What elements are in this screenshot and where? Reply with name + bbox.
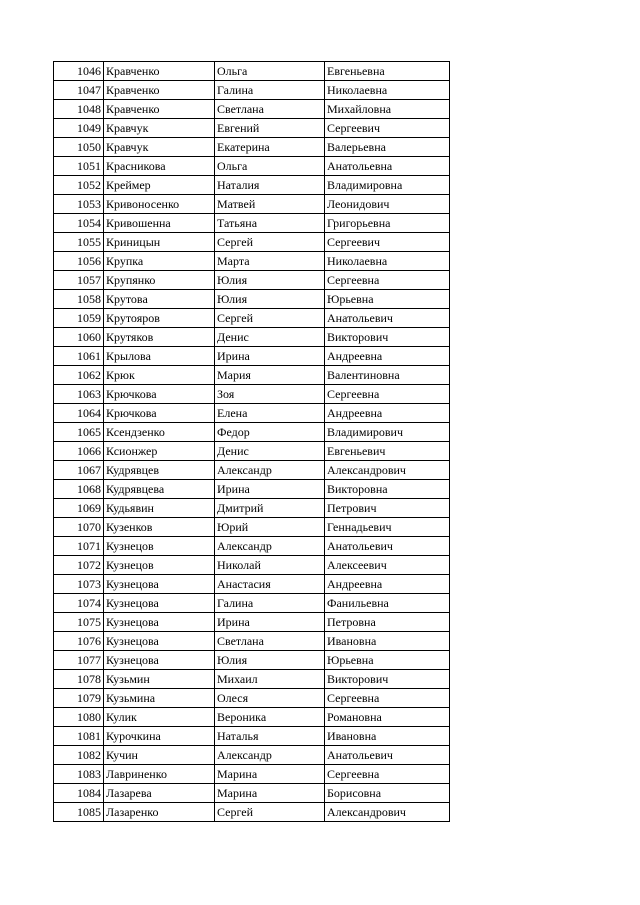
row-number-cell: 1083 — [54, 765, 104, 784]
row-number-cell: 1084 — [54, 784, 104, 803]
row-number-cell: 1077 — [54, 651, 104, 670]
roster-table-body — [54, 62, 450, 822]
table-row — [54, 347, 450, 366]
patronymic-cell: Валентиновна — [325, 366, 450, 385]
patronymic-cell: Сергеевна — [325, 385, 450, 404]
row-number-cell: 1052 — [54, 176, 104, 195]
table-row — [54, 746, 450, 765]
first-name-cell: Зоя — [215, 385, 325, 404]
row-number-cell: 1072 — [54, 556, 104, 575]
last-name-cell: Красникова — [104, 157, 215, 176]
table-row — [54, 632, 450, 651]
first-name-cell: Сергей — [215, 803, 325, 822]
patronymic-cell: Владимирович — [325, 423, 450, 442]
last-name-cell: Кузнецова — [104, 651, 215, 670]
first-name-cell: Елена — [215, 404, 325, 423]
table-row — [54, 100, 450, 119]
table-row — [54, 290, 450, 309]
first-name-cell: Николай — [215, 556, 325, 575]
table-row — [54, 404, 450, 423]
table-row — [54, 727, 450, 746]
table-row — [54, 480, 450, 499]
table-row — [54, 670, 450, 689]
patronymic-cell: Юрьевна — [325, 651, 450, 670]
last-name-cell: Лавриненко — [104, 765, 215, 784]
patronymic-cell: Борисовна — [325, 784, 450, 803]
table-row — [54, 119, 450, 138]
row-number-cell: 1050 — [54, 138, 104, 157]
first-name-cell: Марина — [215, 784, 325, 803]
row-number-cell: 1062 — [54, 366, 104, 385]
row-number-cell: 1058 — [54, 290, 104, 309]
first-name-cell: Татьяна — [215, 214, 325, 233]
row-number-cell: 1085 — [54, 803, 104, 822]
row-number-cell: 1060 — [54, 328, 104, 347]
row-number-cell: 1080 — [54, 708, 104, 727]
row-number-cell: 1076 — [54, 632, 104, 651]
row-number-cell: 1057 — [54, 271, 104, 290]
last-name-cell: Кривоносенко — [104, 195, 215, 214]
table-row — [54, 518, 450, 537]
last-name-cell: Кузнецов — [104, 556, 215, 575]
row-number-cell: 1079 — [54, 689, 104, 708]
row-number-cell: 1065 — [54, 423, 104, 442]
last-name-cell: Кузьмин — [104, 670, 215, 689]
first-name-cell: Денис — [215, 328, 325, 347]
last-name-cell: Криницын — [104, 233, 215, 252]
first-name-cell: Юрий — [215, 518, 325, 537]
document-sheet — [53, 61, 450, 822]
patronymic-cell: Евгеньевич — [325, 442, 450, 461]
first-name-cell: Мария — [215, 366, 325, 385]
row-number-cell: 1061 — [54, 347, 104, 366]
row-number-cell: 1048 — [54, 100, 104, 119]
last-name-cell: Кучин — [104, 746, 215, 765]
patronymic-cell: Сергеевич — [325, 233, 450, 252]
first-name-cell: Денис — [215, 442, 325, 461]
patronymic-cell: Анатольевна — [325, 157, 450, 176]
table-row — [54, 328, 450, 347]
row-number-cell: 1055 — [54, 233, 104, 252]
first-name-cell: Александр — [215, 461, 325, 480]
table-row — [54, 765, 450, 784]
first-name-cell: Ирина — [215, 480, 325, 499]
last-name-cell: Кузнецов — [104, 537, 215, 556]
table-row — [54, 594, 450, 613]
table-row — [54, 537, 450, 556]
patronymic-cell: Николаевна — [325, 81, 450, 100]
row-number-cell: 1068 — [54, 480, 104, 499]
last-name-cell: Кулик — [104, 708, 215, 727]
first-name-cell: Наталья — [215, 727, 325, 746]
patronymic-cell: Николаевна — [325, 252, 450, 271]
patronymic-cell: Андреевна — [325, 575, 450, 594]
roster-table — [53, 61, 450, 822]
table-row — [54, 575, 450, 594]
last-name-cell: Кравчук — [104, 138, 215, 157]
row-number-cell: 1066 — [54, 442, 104, 461]
last-name-cell: Кузнецова — [104, 613, 215, 632]
first-name-cell: Сергей — [215, 309, 325, 328]
table-row — [54, 176, 450, 195]
row-number-cell: 1082 — [54, 746, 104, 765]
first-name-cell: Сергей — [215, 233, 325, 252]
table-row — [54, 157, 450, 176]
patronymic-cell: Петрович — [325, 499, 450, 518]
row-number-cell: 1049 — [54, 119, 104, 138]
table-row — [54, 784, 450, 803]
table-row — [54, 708, 450, 727]
first-name-cell: Галина — [215, 81, 325, 100]
row-number-cell: 1073 — [54, 575, 104, 594]
table-row — [54, 689, 450, 708]
first-name-cell: Юлия — [215, 271, 325, 290]
first-name-cell: Вероника — [215, 708, 325, 727]
row-number-cell: 1056 — [54, 252, 104, 271]
table-row — [54, 62, 450, 81]
last-name-cell: Лазаренко — [104, 803, 215, 822]
first-name-cell: Марта — [215, 252, 325, 271]
patronymic-cell: Фанильевна — [325, 594, 450, 613]
last-name-cell: Кузнецова — [104, 575, 215, 594]
last-name-cell: Кривошенна — [104, 214, 215, 233]
patronymic-cell: Викторовна — [325, 480, 450, 499]
table-row — [54, 613, 450, 632]
table-row — [54, 271, 450, 290]
first-name-cell: Ольга — [215, 62, 325, 81]
first-name-cell: Екатерина — [215, 138, 325, 157]
last-name-cell: Кузьмина — [104, 689, 215, 708]
first-name-cell: Матвей — [215, 195, 325, 214]
first-name-cell: Юлия — [215, 651, 325, 670]
last-name-cell: Кудьявин — [104, 499, 215, 518]
last-name-cell: Кузнецова — [104, 632, 215, 651]
last-name-cell: Кузенков — [104, 518, 215, 537]
row-number-cell: 1047 — [54, 81, 104, 100]
last-name-cell: Кравченко — [104, 100, 215, 119]
patronymic-cell: Анатольевич — [325, 309, 450, 328]
table-row — [54, 499, 450, 518]
first-name-cell: Светлана — [215, 632, 325, 651]
table-row — [54, 138, 450, 157]
first-name-cell: Марина — [215, 765, 325, 784]
patronymic-cell: Сергеевич — [325, 119, 450, 138]
patronymic-cell: Юрьевна — [325, 290, 450, 309]
row-number-cell: 1063 — [54, 385, 104, 404]
last-name-cell: Крючкова — [104, 404, 215, 423]
first-name-cell: Наталия — [215, 176, 325, 195]
patronymic-cell: Андреевна — [325, 404, 450, 423]
last-name-cell: Кравчук — [104, 119, 215, 138]
table-row — [54, 81, 450, 100]
patronymic-cell: Андреевна — [325, 347, 450, 366]
last-name-cell: Кузнецова — [104, 594, 215, 613]
patronymic-cell: Викторович — [325, 670, 450, 689]
table-row — [54, 651, 450, 670]
patronymic-cell: Петровна — [325, 613, 450, 632]
last-name-cell: Крутояров — [104, 309, 215, 328]
row-number-cell: 1069 — [54, 499, 104, 518]
last-name-cell: Лазарева — [104, 784, 215, 803]
patronymic-cell: Сергеевна — [325, 765, 450, 784]
first-name-cell: Олеся — [215, 689, 325, 708]
row-number-cell: 1070 — [54, 518, 104, 537]
patronymic-cell: Евгеньевна — [325, 62, 450, 81]
patronymic-cell: Михайловна — [325, 100, 450, 119]
row-number-cell: 1074 — [54, 594, 104, 613]
table-row — [54, 195, 450, 214]
patronymic-cell: Григорьевна — [325, 214, 450, 233]
first-name-cell: Ирина — [215, 347, 325, 366]
patronymic-cell: Леонидович — [325, 195, 450, 214]
first-name-cell: Ольга — [215, 157, 325, 176]
last-name-cell: Крупянко — [104, 271, 215, 290]
table-row — [54, 252, 450, 271]
last-name-cell: Ксендзенко — [104, 423, 215, 442]
last-name-cell: Крылова — [104, 347, 215, 366]
patronymic-cell: Анатольевич — [325, 746, 450, 765]
row-number-cell: 1071 — [54, 537, 104, 556]
patronymic-cell: Александрович — [325, 461, 450, 480]
row-number-cell: 1054 — [54, 214, 104, 233]
patronymic-cell: Романовна — [325, 708, 450, 727]
table-row — [54, 803, 450, 822]
patronymic-cell: Геннадьевич — [325, 518, 450, 537]
patronymic-cell: Сергеевна — [325, 689, 450, 708]
first-name-cell: Галина — [215, 594, 325, 613]
table-row — [54, 233, 450, 252]
last-name-cell: Крутяков — [104, 328, 215, 347]
last-name-cell: Ксионжер — [104, 442, 215, 461]
table-row — [54, 461, 450, 480]
row-number-cell: 1081 — [54, 727, 104, 746]
row-number-cell: 1059 — [54, 309, 104, 328]
patronymic-cell: Валерьевна — [325, 138, 450, 157]
first-name-cell: Евгений — [215, 119, 325, 138]
last-name-cell: Крутова — [104, 290, 215, 309]
first-name-cell: Федор — [215, 423, 325, 442]
patronymic-cell: Ивановна — [325, 632, 450, 651]
first-name-cell: Михаил — [215, 670, 325, 689]
row-number-cell: 1075 — [54, 613, 104, 632]
patronymic-cell: Алексеевич — [325, 556, 450, 575]
row-number-cell: 1046 — [54, 62, 104, 81]
last-name-cell: Крюк — [104, 366, 215, 385]
row-number-cell: 1051 — [54, 157, 104, 176]
first-name-cell: Александр — [215, 746, 325, 765]
first-name-cell: Анастасия — [215, 575, 325, 594]
table-row — [54, 366, 450, 385]
table-row — [54, 214, 450, 233]
row-number-cell: 1078 — [54, 670, 104, 689]
last-name-cell: Кравченко — [104, 81, 215, 100]
last-name-cell: Кравченко — [104, 62, 215, 81]
patronymic-cell: Сергеевна — [325, 271, 450, 290]
table-row — [54, 556, 450, 575]
last-name-cell: Курочкина — [104, 727, 215, 746]
patronymic-cell: Александрович — [325, 803, 450, 822]
first-name-cell: Ирина — [215, 613, 325, 632]
table-row — [54, 442, 450, 461]
row-number-cell: 1067 — [54, 461, 104, 480]
patronymic-cell: Владимировна — [325, 176, 450, 195]
patronymic-cell: Ивановна — [325, 727, 450, 746]
first-name-cell: Дмитрий — [215, 499, 325, 518]
table-row — [54, 385, 450, 404]
table-row — [54, 423, 450, 442]
first-name-cell: Светлана — [215, 100, 325, 119]
last-name-cell: Крючкова — [104, 385, 215, 404]
table-row — [54, 309, 450, 328]
patronymic-cell: Анатольевич — [325, 537, 450, 556]
last-name-cell: Креймер — [104, 176, 215, 195]
first-name-cell: Юлия — [215, 290, 325, 309]
patronymic-cell: Викторович — [325, 328, 450, 347]
first-name-cell: Александр — [215, 537, 325, 556]
row-number-cell: 1064 — [54, 404, 104, 423]
last-name-cell: Кудрявцева — [104, 480, 215, 499]
row-number-cell: 1053 — [54, 195, 104, 214]
last-name-cell: Кудрявцев — [104, 461, 215, 480]
last-name-cell: Крупка — [104, 252, 215, 271]
